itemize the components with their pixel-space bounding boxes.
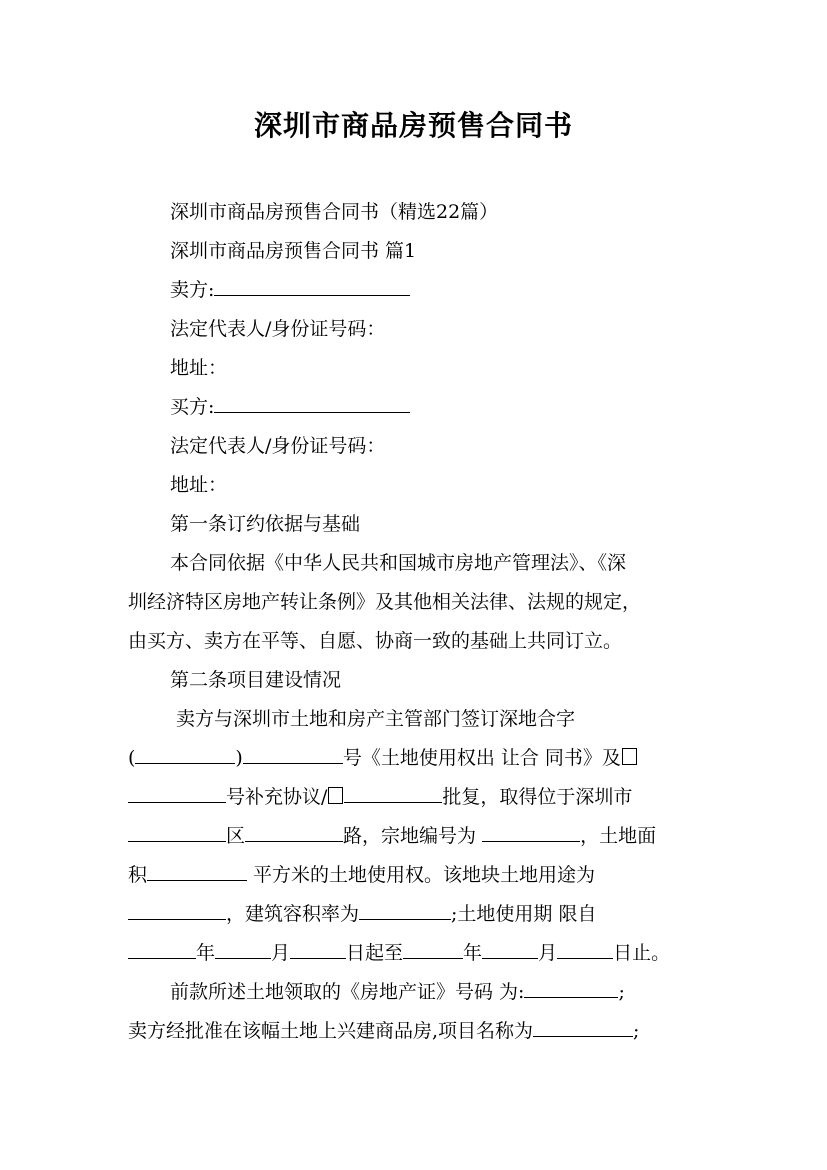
article1-paragraph-line-2: 圳经济特区房地产转让条例》及其他相关法律、法规的规定，	[128, 591, 642, 613]
contract-number-blank	[135, 745, 235, 764]
end-month-blank	[482, 940, 538, 959]
end-year-blank	[403, 940, 463, 959]
land-use-text: 平方米的土地使用权。该地块土地用途为	[247, 864, 596, 886]
area-blank	[147, 862, 247, 881]
checkbox[interactable]	[328, 787, 343, 804]
article2-title: 第二条项目建设情况	[170, 669, 342, 691]
article2-line-1: 卖方与深圳市土地和房产主管部门签订深地合字	[176, 708, 576, 730]
article1-paragraph-line-1: 本合同依据《中华人民共和国城市房地产管理法》、《深	[170, 552, 627, 574]
parcel-label: 路，宗地编号为	[343, 825, 483, 847]
area-label: 积	[128, 864, 148, 886]
start-month-blank	[215, 940, 271, 959]
buyer-line	[170, 393, 754, 421]
document-title: 深圳市商品房预售合同书	[253, 109, 573, 142]
approval-number-blank	[344, 784, 442, 803]
article1-title: 第一条订约依据与基础	[170, 513, 361, 535]
seller-blank	[214, 277, 410, 296]
year-label: 年	[196, 942, 216, 964]
day-from-label: 日起至	[346, 942, 404, 964]
address-label: 地址：	[170, 357, 228, 379]
project-name-label: 卖方经批准在该幅土地上兴建商品房,项目名称为	[128, 1020, 534, 1042]
article2-line-2	[128, 744, 712, 772]
document-subtitle: 深圳市商品房预售合同书（精选22篇）	[170, 201, 499, 223]
day-end-label: 日止。	[613, 942, 671, 964]
article2-line-7	[128, 939, 712, 967]
article2-line-5	[128, 861, 712, 889]
district-blank	[128, 823, 226, 842]
year-label-2: 年	[463, 942, 483, 964]
seller-label: 卖方:	[170, 279, 215, 301]
close-paren: )	[235, 747, 243, 769]
address-label-2: 地址：	[170, 474, 228, 496]
semicolon-2: ;	[633, 1020, 640, 1042]
supplement-number-blank	[128, 784, 226, 803]
buyer-blank	[214, 394, 410, 413]
article1-paragraph-line-3: 由买方、卖方在平等、自愿、协商一致的基础上共同订立。	[128, 630, 623, 652]
semicolon: ;	[618, 981, 625, 1003]
land-use-blank	[128, 901, 226, 920]
plot-ratio-label: ，建筑容积率为	[226, 903, 360, 925]
month-label-2: 月	[538, 942, 558, 964]
seller-line	[170, 276, 754, 304]
term-label: ;土地使用期 限自	[451, 903, 597, 925]
checkbox[interactable]	[622, 748, 637, 765]
article2-line-9	[128, 1017, 712, 1045]
article2-line-6	[128, 900, 712, 928]
month-label: 月	[271, 942, 291, 964]
supplement-text: 号补充协议/	[226, 786, 328, 808]
approval-text: 批复，取得位于深圳市	[442, 786, 633, 808]
land-area-label: ，土地面	[580, 825, 657, 847]
project-name-blank	[533, 1018, 633, 1037]
start-day-blank	[290, 940, 346, 959]
end-day-blank	[557, 940, 613, 959]
contract-number-blank-2	[243, 745, 343, 764]
property-cert-blank	[524, 979, 618, 998]
start-year-blank	[128, 940, 196, 959]
article2-line-4	[128, 822, 712, 850]
district-label: 区	[226, 825, 246, 847]
parcel-number-blank	[482, 823, 580, 842]
road-blank	[245, 823, 343, 842]
open-paren: (	[128, 747, 136, 769]
plot-ratio-blank	[359, 901, 451, 920]
article2-line-8	[170, 978, 754, 1006]
buyer-label: 买方:	[170, 396, 215, 418]
section-heading: 深圳市商品房预售合同书 篇1	[170, 240, 417, 262]
legal-rep-label: 法定代表人/身份证号码：	[170, 318, 386, 340]
land-contract-text: 号《土地使用权出 让合 同书》及	[342, 747, 621, 769]
legal-rep-label-2: 法定代表人/身份证号码：	[170, 435, 386, 457]
article2-line-3	[128, 783, 712, 811]
property-cert-label: 前款所述土地领取的《房地产证》号码 为:	[170, 981, 525, 1003]
